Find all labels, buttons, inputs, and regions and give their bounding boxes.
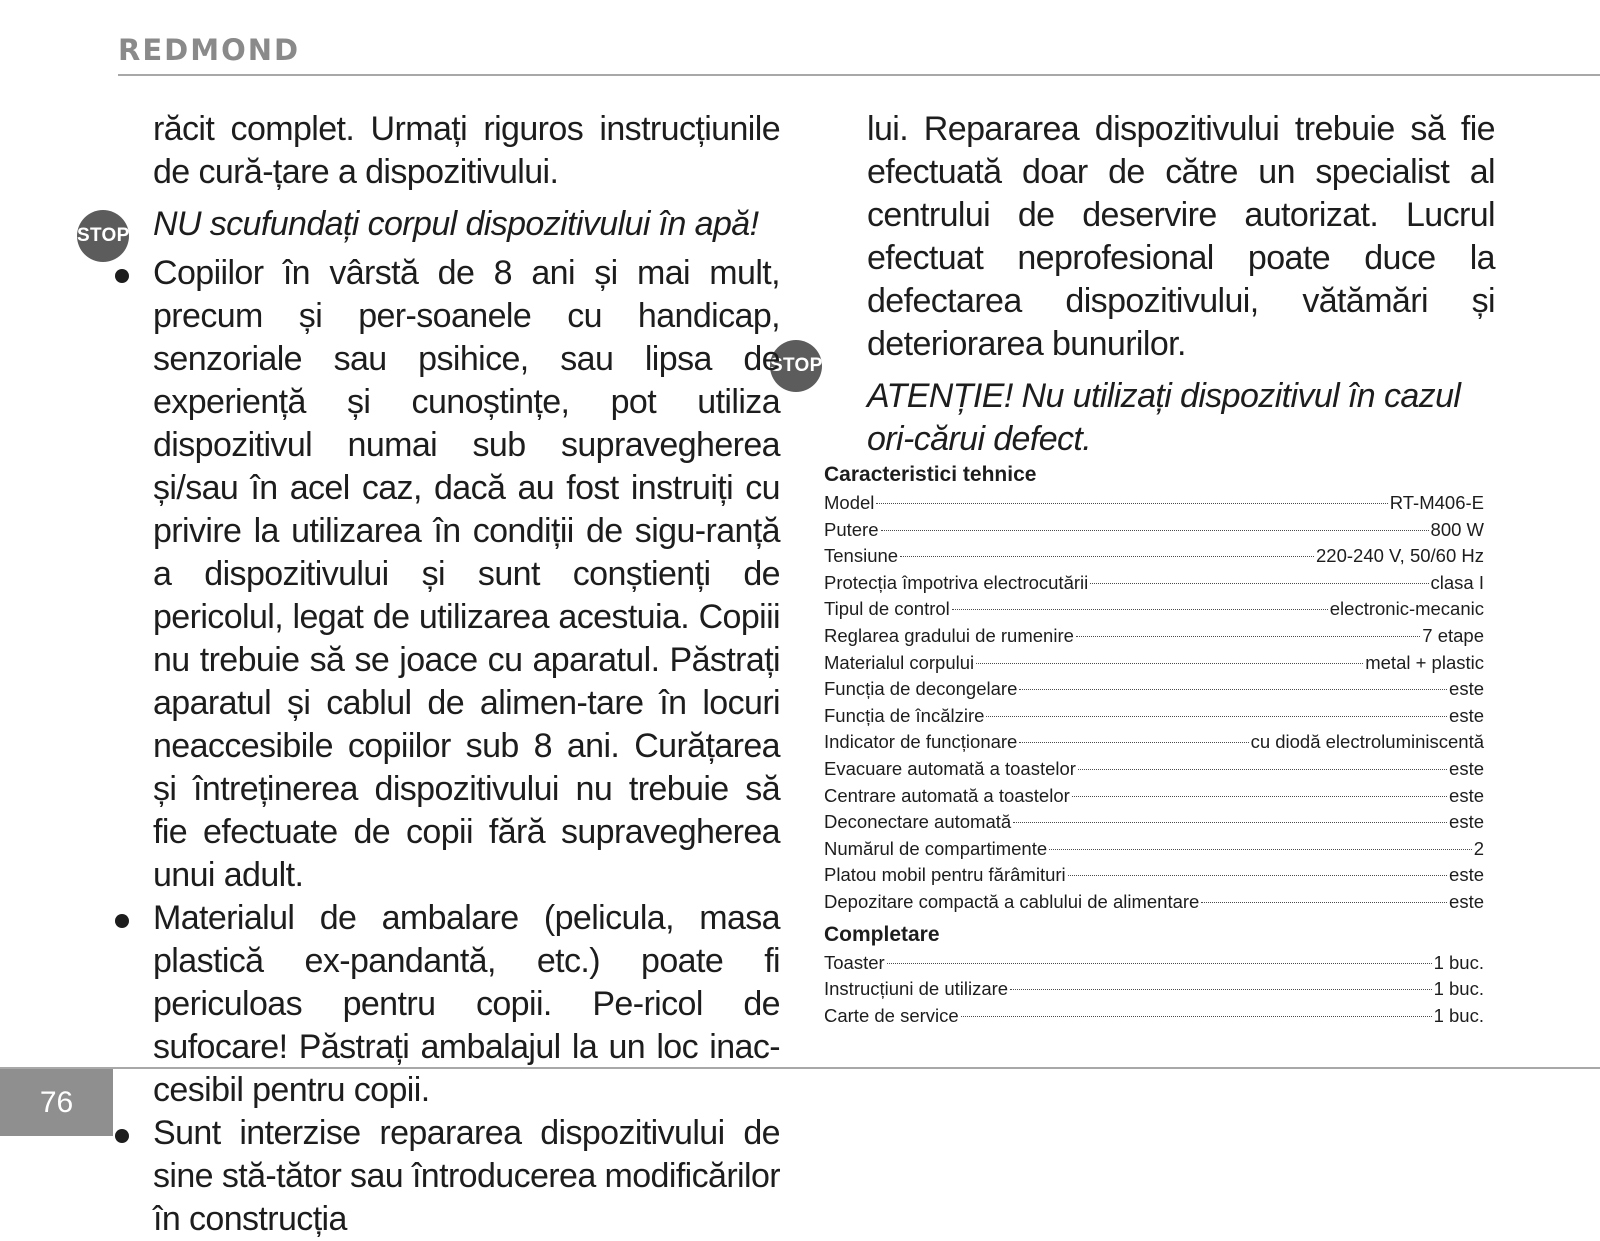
spec-value: 1 buc. [1433, 951, 1484, 973]
left-column [153, 108, 780, 1241]
spec-value: este [1449, 678, 1484, 700]
spec-row [824, 490, 1484, 517]
bullet-icon [115, 1129, 129, 1143]
dot-leader [976, 663, 1363, 664]
dot-leader [952, 609, 1328, 610]
spec-value: metal + plastic [1365, 651, 1484, 673]
spec-value: cu diodă electroluminiscentă [1250, 731, 1484, 753]
dot-leader [961, 1016, 1432, 1017]
completeness-table [824, 950, 1484, 1030]
spec-value: este [1449, 704, 1484, 726]
right-column [867, 108, 1495, 467]
spec-row [824, 596, 1484, 623]
page-number: 76 [0, 1069, 113, 1136]
dot-leader [1072, 796, 1447, 797]
dot-leader [986, 716, 1447, 717]
spec-value: este [1449, 864, 1484, 886]
spec-label: Reglarea gradului de rumenire [824, 624, 1074, 646]
spec-value: 1 buc. [1433, 978, 1484, 1000]
list-item [153, 897, 780, 1112]
list-item-text: Materialul de ambalare (pelicula, masa plastică ex-pandantă, etc.) poate fi periculoas pentru copii. Pe-ricol de sufocare! Păstrați ambalajul la un loc inac-cesibil pentru copii. [153, 899, 780, 1109]
spec-value: 800 W [1430, 518, 1484, 540]
spec-label: Funcția de încălzire [824, 704, 985, 726]
dot-leader [1019, 742, 1248, 743]
spec-value: 220-240 V, 50/60 Hz [1316, 545, 1484, 567]
dot-leader [1078, 769, 1447, 770]
dot-leader [1010, 989, 1432, 990]
spec-value: este [1449, 811, 1484, 833]
list-item-text: Sunt interzise repararea dispozitivului de sine stă-tător sau întroducerea modificărilor în construcția [153, 1114, 780, 1238]
footer-divider [0, 1067, 1600, 1069]
spec-value: RT-M406-E [1389, 492, 1484, 513]
spec-row [824, 543, 1484, 570]
specs-heading: Caracteristici tehnice [824, 463, 1037, 486]
spec-value: 1 buc. [1433, 1004, 1484, 1026]
spec-label: Platou mobil pentru fărâmituri [824, 864, 1066, 886]
dot-leader [1201, 902, 1447, 903]
dot-leader [1068, 875, 1447, 876]
spec-row [824, 650, 1484, 677]
spec-label: Protecția împotriva electrocutării [824, 571, 1089, 593]
spec-label: Model [824, 492, 875, 513]
spec-row [824, 729, 1484, 756]
spec-value: 2 [1473, 837, 1484, 859]
spec-label: Evacuare automată a toastelor [824, 757, 1076, 779]
attention-warning: ATENȚIE! Nu utilizați dispozitivul în cazul ori-cărui defect. [867, 377, 1461, 458]
spec-label: Funcția de decongelare [824, 678, 1018, 700]
safety-list [153, 252, 780, 1241]
spec-row [824, 570, 1484, 597]
spec-label: Instrucțiuni de utilizare [824, 978, 1009, 1000]
bullet-icon [115, 269, 129, 283]
dot-leader [1019, 689, 1447, 690]
warning-text: NU scufundați corpul dispozitivului în apă! [153, 205, 759, 243]
dot-leader [1076, 636, 1420, 637]
spec-label: Materialul corpului [824, 651, 975, 673]
spec-label: Carte de service [824, 1004, 959, 1026]
technical-specifications [824, 460, 1484, 1029]
spec-label: Indicator de funcționare [824, 731, 1018, 753]
intro-paragraph: răcit complet. Urmați riguros instrucțiunile de cură-țare a dispozitivului. [153, 110, 780, 191]
dot-leader [1049, 849, 1472, 850]
spec-label: Numărul de compartimente [824, 837, 1048, 859]
dot-leader [900, 556, 1314, 557]
spec-row [824, 862, 1484, 889]
list-item-text: Copiilor în vârstă de 8 ani și mai mult, precum și per-soanele cu handicap, senzoriale sau psihice, sau lipsa de experiență și cunoștințe, pot utiliza dispozitivul numai sub supravegherea și/sau în acel caz, dacă au fost instruiți cu privire la utilizarea în condiții de sigu-ranță a dispozitivului și sunt conștienți de pericolul, legat de utilizarea acestuia. Copiii nu trebuie să se joace cu aparatul. Păstrați aparatul și cablul de alimen-tare în locuri neaccesibile copiilor sub 8 ani. Curățarea și întreținerea dispozitivului nu trebuie să fie efectuate de copii fără supravegherea unui adult. [153, 254, 780, 894]
brand-logo: REDMOND [118, 33, 301, 67]
specs-table [824, 490, 1484, 916]
spec-row [824, 889, 1484, 916]
stop-icon: STOP [77, 210, 129, 262]
completeness-heading: Completare [824, 922, 940, 946]
spec-row [824, 1003, 1484, 1030]
spec-value: clasa I [1430, 571, 1484, 593]
spec-row [824, 976, 1484, 1003]
dot-leader [1013, 822, 1447, 823]
dot-leader [876, 503, 1387, 504]
spec-row [824, 623, 1484, 650]
bullet-icon [115, 914, 129, 928]
dot-leader [1090, 583, 1428, 584]
spec-value: este [1449, 757, 1484, 779]
spec-row [824, 836, 1484, 863]
stop-icon: STOP [770, 340, 822, 392]
spec-value: 7 etape [1422, 624, 1484, 646]
spec-label: Toaster [824, 951, 885, 973]
spec-label: Tensiune [824, 545, 899, 567]
spec-row [824, 950, 1484, 977]
spec-label: Deconectare automată [824, 811, 1012, 833]
spec-row [824, 809, 1484, 836]
spec-value: este [1449, 784, 1484, 806]
spec-value: este [1449, 890, 1484, 912]
spec-row [824, 676, 1484, 703]
dot-leader [881, 530, 1429, 531]
list-item [153, 252, 780, 897]
spec-label: Centrare automată a toastelor [824, 784, 1070, 806]
dot-leader [887, 963, 1432, 964]
spec-label: Tipul de control [824, 598, 950, 620]
spec-label: Depozitare compactă a cablului de alimentare [824, 890, 1200, 912]
spec-row [824, 703, 1484, 730]
spec-row [824, 783, 1484, 810]
list-item [153, 1112, 780, 1241]
spec-row [824, 756, 1484, 783]
spec-value: electronic-mecanic [1329, 598, 1484, 620]
header-divider [118, 74, 1600, 76]
spec-row [824, 517, 1484, 544]
continuation-paragraph: lui. Repararea dispozitivului trebuie să fie efectuată doar de către un specialist al centrului de deservire autorizat. Lucrul efectuat neprofesional poate duce la defectarea dispozitivului, vătămări și deteriorarea bunurilor. [867, 110, 1495, 363]
spec-label: Putere [824, 518, 879, 540]
